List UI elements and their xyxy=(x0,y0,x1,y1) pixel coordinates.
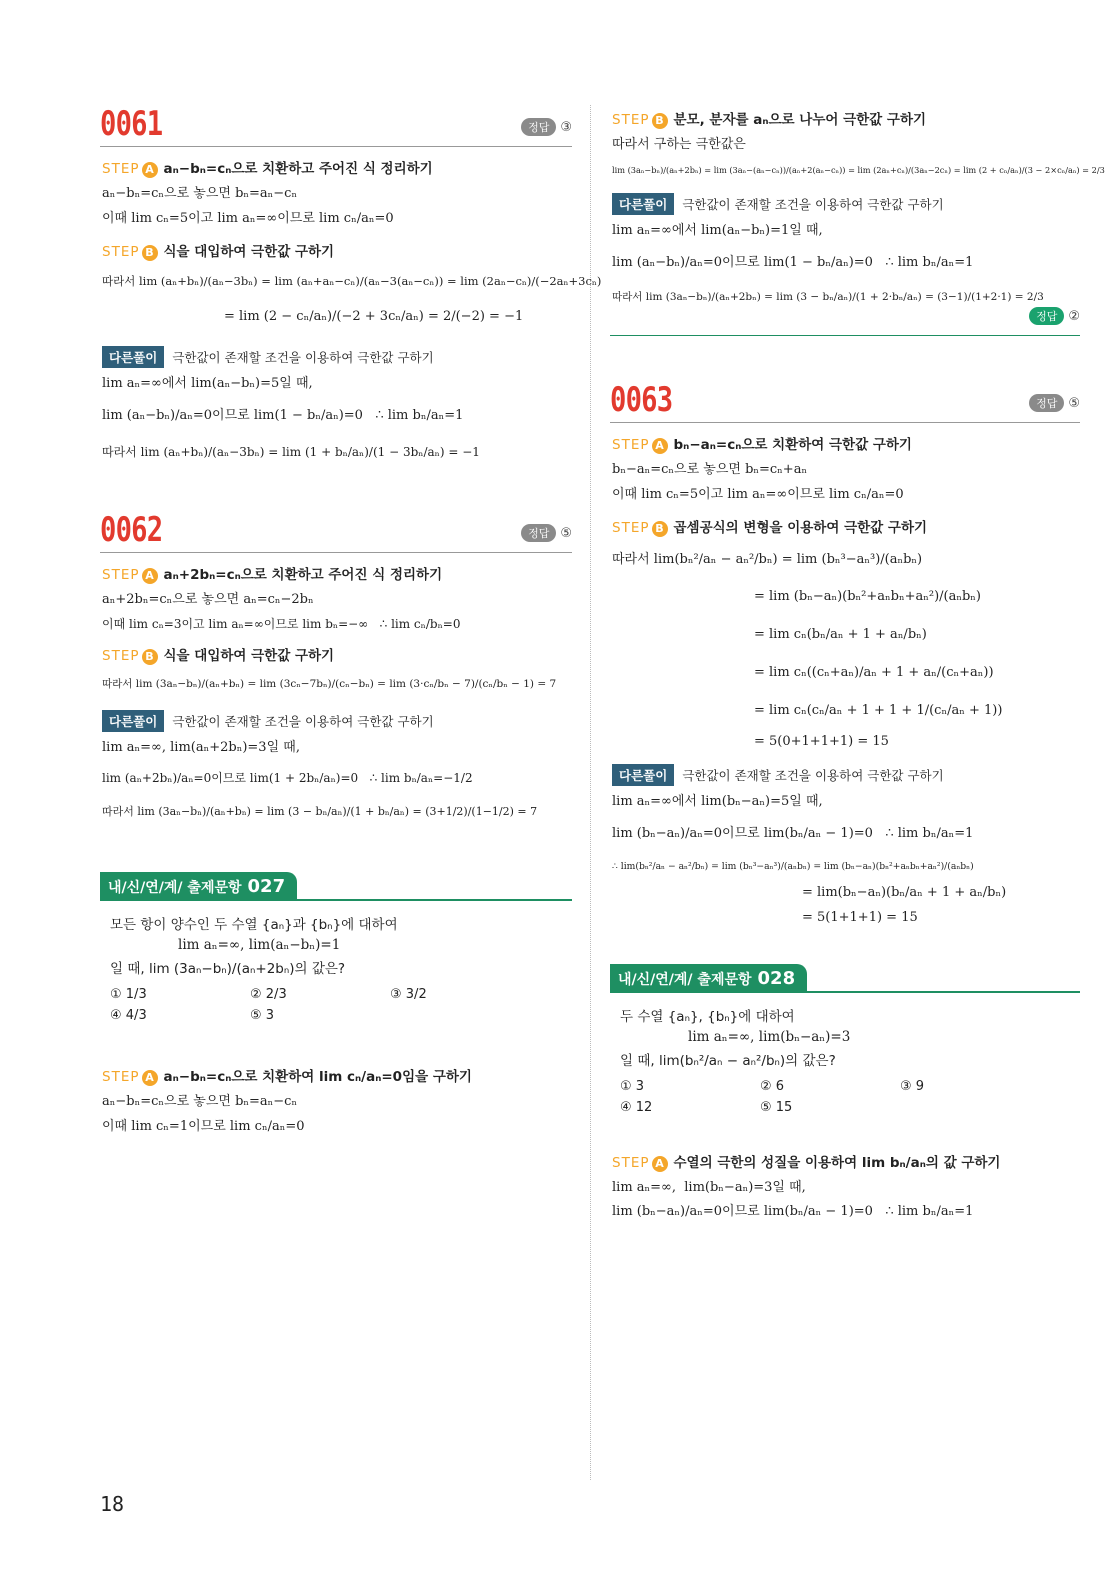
choice-2: ② 6 xyxy=(760,1078,785,1094)
solution-line: lim (bₙ−aₙ)/aₙ=0이므로 lim(bₙ/aₙ − 1)=0 ∴ lim bₙ/aₙ=1 xyxy=(612,826,974,842)
solution-line: lim aₙ=∞, lim(aₙ+2bₙ)=3일 때, xyxy=(102,740,300,756)
answer-badge: 정답 xyxy=(521,524,556,542)
step-letter-icon: A xyxy=(142,568,158,584)
question-text: 모든 항이 양수인 두 수열 {aₙ}과 {bₙ}에 대하여 xyxy=(110,916,398,933)
answer-badge: 정답 xyxy=(1029,307,1064,325)
naesin-number: 027 xyxy=(247,875,286,897)
choices xyxy=(620,1079,1080,1115)
answer-value: ② xyxy=(1068,309,1080,325)
solution-line: 이때 lim cₙ=3이고 lim aₙ=∞이므로 lim bₙ=−∞ ∴ lim cₙ/bₙ=0 xyxy=(102,616,461,631)
step-a-heading xyxy=(612,433,1080,454)
answer-badge: 정답 xyxy=(521,118,556,136)
solution-line: lim (3aₙ−bₙ)/(aₙ+2bₙ) = lim (3aₙ−(aₙ−cₙ))/(aₙ+2(aₙ−cₙ)) = lim (2aₙ+cₙ)/(3aₙ−2cₙ) = lim (2 + cₙ/aₙ)/(3 − 2×cₙ/aₙ) = 2/3 xyxy=(612,164,1105,175)
solution-line: = 5(0+1+1+1) = 15 xyxy=(754,733,889,749)
solution-line: lim aₙ=∞에서 lim(bₙ−aₙ)=5일 때, xyxy=(612,794,823,810)
alt-solution-heading xyxy=(102,710,572,732)
question-text: 일 때, lim (3aₙ−bₙ)/(aₙ+2bₙ)의 값은? xyxy=(110,960,346,977)
problem-number: 0063 xyxy=(610,380,673,421)
step-title: aₙ−bₙ=cₙ으로 치환하여 lim cₙ/aₙ=0임을 구하기 xyxy=(163,1068,472,1085)
alt-label: 다른풀이 xyxy=(102,346,164,368)
step-title: 식을 대입하여 극한값 구하기 xyxy=(163,243,335,260)
alt-solution-heading xyxy=(102,346,572,368)
step-label: STEP xyxy=(612,112,650,128)
step-title: 수열의 극한의 성질을 이용하여 lim bₙ/aₙ의 값 구하기 xyxy=(673,1154,1001,1171)
solution-line: 따라서 lim (3aₙ−bₙ)/(aₙ+bₙ) = lim (3 − bₙ/aₙ)/(1 + bₙ/aₙ) = (3+1/2)/(1−1/2) = 7 xyxy=(102,805,538,819)
step-label: STEP xyxy=(102,1068,140,1085)
alt-solution-heading xyxy=(612,764,1080,786)
choice-3: ③ 3/2 xyxy=(390,986,427,1002)
answer-value: ⑤ xyxy=(560,526,572,542)
solution-line: lim (aₙ−bₙ)/aₙ=0이므로 lim(1 − bₙ/aₙ)=0 ∴ lim bₙ/aₙ=1 xyxy=(612,254,974,270)
choice-5: ⑤ 3 xyxy=(250,1007,275,1023)
choice-4: ④ 12 xyxy=(620,1099,653,1115)
alt-title: 극한값이 존재할 조건을 이용하여 극한값 구하기 xyxy=(682,197,944,213)
step-title: aₙ−bₙ=cₙ으로 치환하고 주어진 식 정리하기 xyxy=(163,161,433,177)
step-title: 식을 대입하여 극한값 구하기 xyxy=(163,648,335,665)
step-b-heading xyxy=(612,108,1080,129)
answer xyxy=(521,118,572,136)
solution-line: lim (bₙ−aₙ)/aₙ=0이므로 lim(bₙ/aₙ − 1)=0 ∴ lim bₙ/aₙ=1 xyxy=(612,1204,974,1220)
solution-with-answer xyxy=(610,284,1080,325)
naesin-028-header xyxy=(610,961,1080,993)
solution-line: 이때 lim cₙ=5이고 lim aₙ=∞이므로 lim cₙ/aₙ=0 xyxy=(612,486,904,502)
step-title: bₙ−aₙ=cₙ으로 치환하여 극한값 구하기 xyxy=(673,437,912,454)
naesin-027-header xyxy=(100,869,572,901)
answer-value: ③ xyxy=(560,120,572,135)
answer-value: ⑤ xyxy=(1068,396,1080,412)
choice-4: ④ 4/3 xyxy=(110,1007,147,1023)
solution-line: 따라서 lim (aₙ+bₙ)/(aₙ−3bₙ) = lim (1 + bₙ/aₙ)/(1 − 3bₙ/aₙ) = −1 xyxy=(102,444,480,459)
step-label: STEP xyxy=(612,519,650,536)
solution-line: 따라서 lim (3aₙ−bₙ)/(aₙ+bₙ) = lim (3cₙ−7bₙ)/(cₙ−bₙ) = lim (3·cₙ/bₙ − 7)/(cₙ/bₙ − 1) = 7 xyxy=(102,678,557,691)
step-a-heading xyxy=(102,157,572,178)
problem-0063-header xyxy=(610,376,1080,423)
right-column xyxy=(610,100,1105,1227)
step-b-heading xyxy=(102,240,572,261)
solution-line: = 5(1+1+1) = 15 xyxy=(802,909,918,925)
page-number: 18 xyxy=(100,1492,125,1516)
solution-line: aₙ−bₙ=cₙ으로 놓으면 bₙ=aₙ−cₙ xyxy=(102,1093,298,1109)
step-letter-icon: B xyxy=(652,521,668,537)
solution-line: = lim cₙ(cₙ/aₙ + 1 + 1 + 1/(cₙ/aₙ + 1)) xyxy=(754,702,1003,718)
solution-line: 따라서 lim (aₙ+bₙ)/(aₙ−3bₙ) = lim (aₙ+aₙ−cₙ)/(aₙ−3(aₙ−cₙ)) = lim (2aₙ−cₙ)/(−2aₙ+3cₙ) xyxy=(102,273,602,288)
solution-line: 따라서 lim (3aₙ−bₙ)/(aₙ+2bₙ) = lim (3 − bₙ/aₙ)/(1 + 2·bₙ/aₙ) = (3−1)/(1+2·1) = 2/3 xyxy=(612,290,1044,303)
step-title: 곱셈공식의 변형을 이용하여 극한값 구하기 xyxy=(673,519,928,536)
step-a-heading xyxy=(102,1065,572,1086)
solution-line: = lim(bₙ−aₙ)(bₙ/aₙ + 1 + aₙ/bₙ) xyxy=(802,884,1007,900)
solution-line: 이때 lim cₙ=5이고 lim aₙ=∞이므로 lim cₙ/aₙ=0 xyxy=(102,210,394,226)
question-condition: lim aₙ=∞, lim(bₙ−aₙ)=3 xyxy=(688,1028,851,1045)
left-column xyxy=(100,100,602,1142)
naesin-label: 내/신/연/계/ 출제문항 xyxy=(108,879,242,896)
alt-label: 다른풀이 xyxy=(612,764,674,786)
problem-number: 0062 xyxy=(100,510,163,551)
solution-line: lim (aₙ+2bₙ)/aₙ=0이므로 lim(1 + 2bₙ/aₙ)=0 ∴ lim bₙ/aₙ=−1/2 xyxy=(102,771,473,786)
step-b-heading xyxy=(612,516,1080,537)
problem-number: 0061 xyxy=(100,104,163,144)
solution-line: lim aₙ=∞에서 lim(aₙ−bₙ)=5일 때, xyxy=(102,376,313,392)
solution-line: 이때 lim cₙ=1이므로 lim cₙ/aₙ=0 xyxy=(102,1118,305,1134)
solution-line: = lim cₙ(bₙ/aₙ + 1 + aₙ/bₙ) xyxy=(754,627,927,643)
answer xyxy=(1029,307,1080,325)
step-letter-icon: A xyxy=(142,162,158,178)
question-text: 두 수열 {aₙ}, {bₙ}에 대하여 xyxy=(620,1008,795,1025)
column-divider xyxy=(590,105,591,1480)
step-b-heading xyxy=(102,644,572,665)
solution-line: lim aₙ=∞에서 lim(aₙ−bₙ)=1일 때, xyxy=(612,223,823,239)
solution-line: 따라서 lim(bₙ²/aₙ − aₙ²/bₙ) = lim (bₙ³−aₙ³)/(aₙbₙ) xyxy=(612,551,923,567)
solution-line: = lim cₙ((cₙ+aₙ)/aₙ + 1 + aₙ/(cₙ+aₙ)) xyxy=(754,665,994,680)
choices xyxy=(110,987,572,1023)
solution-line: = lim (2 − cₙ/aₙ)/(−2 + 3cₙ/aₙ) = 2/(−2) = −1 xyxy=(224,309,524,325)
step-letter-icon: A xyxy=(652,438,668,454)
solution-line: lim aₙ=∞, lim(bₙ−aₙ)=3일 때, xyxy=(612,1179,806,1195)
solution-line: 따라서 구하는 극한값은 xyxy=(612,137,746,152)
choice-2: ② 2/3 xyxy=(250,986,287,1002)
step-a-heading xyxy=(102,563,572,584)
step-label: STEP xyxy=(102,567,140,584)
answer-badge: 정답 xyxy=(1029,394,1064,412)
alt-solution-heading xyxy=(612,193,1080,215)
alt-title: 극한값이 존재할 조건을 이용하여 극한값 구하기 xyxy=(172,350,434,366)
naesin-label: 내/신/연/계/ 출제문항 xyxy=(618,971,752,988)
naesin-tab xyxy=(100,872,297,901)
step-letter-icon: B xyxy=(652,113,668,129)
solution-line: = lim (bₙ−aₙ)(bₙ²+aₙbₙ+aₙ²)/(aₙbₙ) xyxy=(754,589,981,605)
step-label: STEP xyxy=(102,243,140,260)
question-text: 일 때, lim(bₙ²/aₙ − aₙ²/bₙ)의 값은? xyxy=(620,1052,836,1069)
step-label: STEP xyxy=(612,1154,650,1171)
alt-label: 다른풀이 xyxy=(612,193,674,215)
alt-label: 다른풀이 xyxy=(102,710,164,732)
choice-1: ① 3 xyxy=(620,1078,645,1094)
answer xyxy=(521,524,572,542)
alt-title: 극한값이 존재할 조건을 이용하여 극한값 구하기 xyxy=(172,714,434,730)
solution-line: ∴ lim(bₙ²/aₙ − aₙ²/bₙ) = lim (bₙ³−aₙ³)/(aₙbₙ) = lim (bₙ−aₙ)(bₙ²+aₙbₙ+aₙ²)/(aₙbₙ) xyxy=(612,860,974,872)
problem-0062-header xyxy=(100,506,572,553)
naesin-tab xyxy=(610,964,807,993)
question-condition: lim aₙ=∞, lim(aₙ−bₙ)=1 xyxy=(178,936,341,953)
choice-1: ① 1/3 xyxy=(110,986,147,1002)
choice-5: ⑤ 15 xyxy=(760,1099,793,1115)
step-letter-icon: A xyxy=(142,1070,158,1086)
solution-line: bₙ−aₙ=cₙ으로 놓으면 bₙ=cₙ+aₙ xyxy=(612,462,808,478)
solution-line: aₙ+2bₙ=cₙ으로 놓으면 aₙ=cₙ−2bₙ xyxy=(102,592,314,608)
choice-3: ③ 9 xyxy=(900,1078,925,1094)
step-title: 분모, 분자를 aₙ으로 나누어 극한값 구하기 xyxy=(673,112,927,128)
solution-line: lim (aₙ−bₙ)/aₙ=0이므로 lim(1 − bₙ/aₙ)=0 ∴ lim bₙ/aₙ=1 xyxy=(102,408,464,424)
step-title: aₙ+2bₙ=cₙ으로 치환하고 주어진 식 정리하기 xyxy=(163,567,443,584)
step-letter-icon: B xyxy=(142,245,158,261)
naesin-number: 028 xyxy=(757,967,796,989)
step-label: STEP xyxy=(102,648,140,665)
step-letter-icon: A xyxy=(652,1156,668,1172)
step-label: STEP xyxy=(102,161,140,177)
alt-title: 극한값이 존재할 조건을 이용하여 극한값 구하기 xyxy=(682,768,944,784)
answer xyxy=(1029,394,1080,412)
step-label: STEP xyxy=(612,437,650,454)
problem-0061-header xyxy=(100,100,572,147)
step-letter-icon: B xyxy=(142,649,158,665)
step-a-heading xyxy=(612,1151,1080,1172)
solution-line: aₙ−bₙ=cₙ으로 놓으면 bₙ=aₙ−cₙ xyxy=(102,186,298,201)
